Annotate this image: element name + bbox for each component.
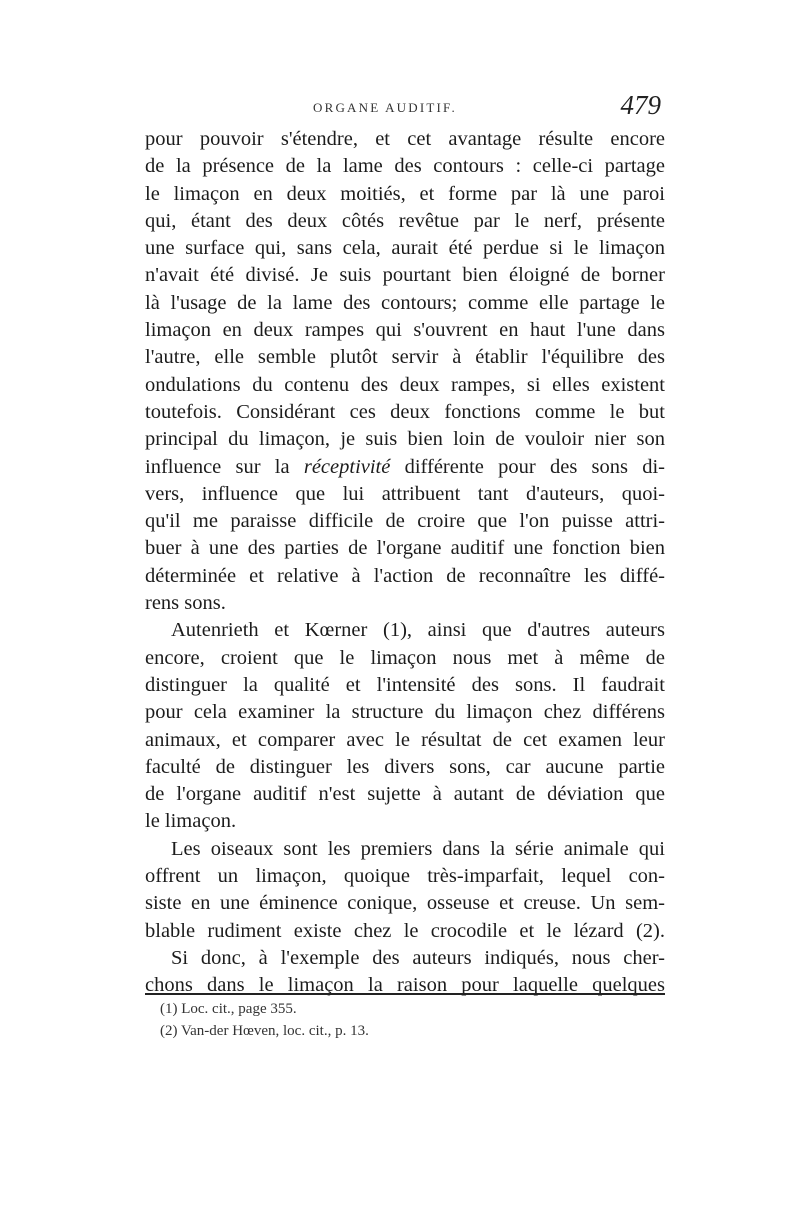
page-number: 479 — [620, 90, 661, 120]
text-line: distinguer la qualité et l'intensité des sons. Il faudrait — [145, 673, 665, 696]
text-line: qu'il me paraisse difficile de croire que l'on puisse attri- — [145, 510, 665, 533]
text-line: animaux, et comparer avec le résultat de cet examen leur — [145, 728, 665, 751]
text-line: n'avait été divisé. Je suis pourtant bien éloigné de borner — [145, 264, 665, 287]
text-line: toutefois. Considérant ces deux fonctions comme le but — [145, 400, 665, 423]
paragraph-end-line: rens sons. — [145, 592, 226, 615]
text-line: blable rudiment existe chez le crocodile et le lézard (2). — [145, 919, 665, 942]
text-line: pour cela examiner la structure du limaçon chez différens — [145, 701, 665, 724]
text-line: chons dans le limaçon la raison pour laquelle quelques — [145, 974, 665, 997]
text-segment: différente pour des sons di- — [404, 455, 665, 478]
text-line: qui, étant des deux côtés revêtue par le nerf, présente — [145, 209, 665, 232]
paragraph-end-line: le limaçon. — [145, 810, 237, 833]
text-line: de l'organe auditif n'est sujette à autant de déviation que — [145, 783, 665, 806]
italic-term: réceptivité — [303, 455, 391, 478]
paragraph-start-line: Les oiseaux sont les premiers dans la série animale qui — [171, 837, 665, 860]
footnote-rule — [145, 993, 665, 995]
footnotes — [160, 998, 660, 1042]
running-header — [145, 90, 665, 126]
paragraph-start-line: Autenrieth et Kœrner (1), ainsi que d'autres auteurs — [171, 619, 665, 642]
text-line: de la présence de la lame des contours : celle-ci partage — [145, 155, 665, 178]
text-line: le limaçon en deux moitiés, et forme par là une paroi — [145, 182, 665, 205]
text-line: siste en une éminence conique, osseuse et creuse. Un sem- — [145, 892, 665, 915]
text-line-with-italic — [145, 454, 665, 481]
text-line: une surface qui, sans cela, aurait été perdue si le limaçon — [145, 237, 665, 260]
text-line: principal du limaçon, je suis bien loin de vouloir nier son — [145, 428, 665, 451]
body-text — [145, 126, 665, 1000]
text-segment: influence sur la — [145, 455, 290, 478]
text-line: déterminée et relative à l'action de reconnaître les diffé- — [145, 564, 665, 587]
footnote: (1) Loc. cit., page 355. — [160, 1001, 297, 1017]
text-line: limaçon en deux rampes qui s'ouvrent en haut l'une dans — [145, 319, 665, 342]
footnote: (2) Van-der Hœven, loc. cit., p. 13. — [160, 1023, 369, 1039]
text-line: ondulations du contenu des deux rampes, si elles existent — [145, 373, 665, 396]
text-line: offrent un limaçon, quoique très-imparfait, lequel con- — [145, 865, 665, 888]
text-line: l'autre, elle semble plutôt servir à établir l'équilibre des — [145, 346, 665, 369]
text-line: faculté de distinguer les divers sons, car aucune partie — [145, 755, 665, 778]
text-line: vers, influence que lui attribuent tant d'auteurs, quoi- — [145, 482, 665, 505]
text-line: là l'usage de la lame des contours; comme elle partage le — [145, 291, 665, 314]
text-line: buer à une des parties de l'organe auditif une fonction bien — [145, 537, 665, 560]
running-title: ORGANE AUDITIF. — [313, 100, 457, 115]
text-line: encore, croient que le limaçon nous met à même de — [145, 646, 665, 669]
text-line: pour pouvoir s'étendre, et cet avantage résulte encore — [145, 128, 665, 150]
paragraph-start-line: Si donc, à l'exemple des auteurs indiqués, nous cher- — [171, 946, 665, 969]
